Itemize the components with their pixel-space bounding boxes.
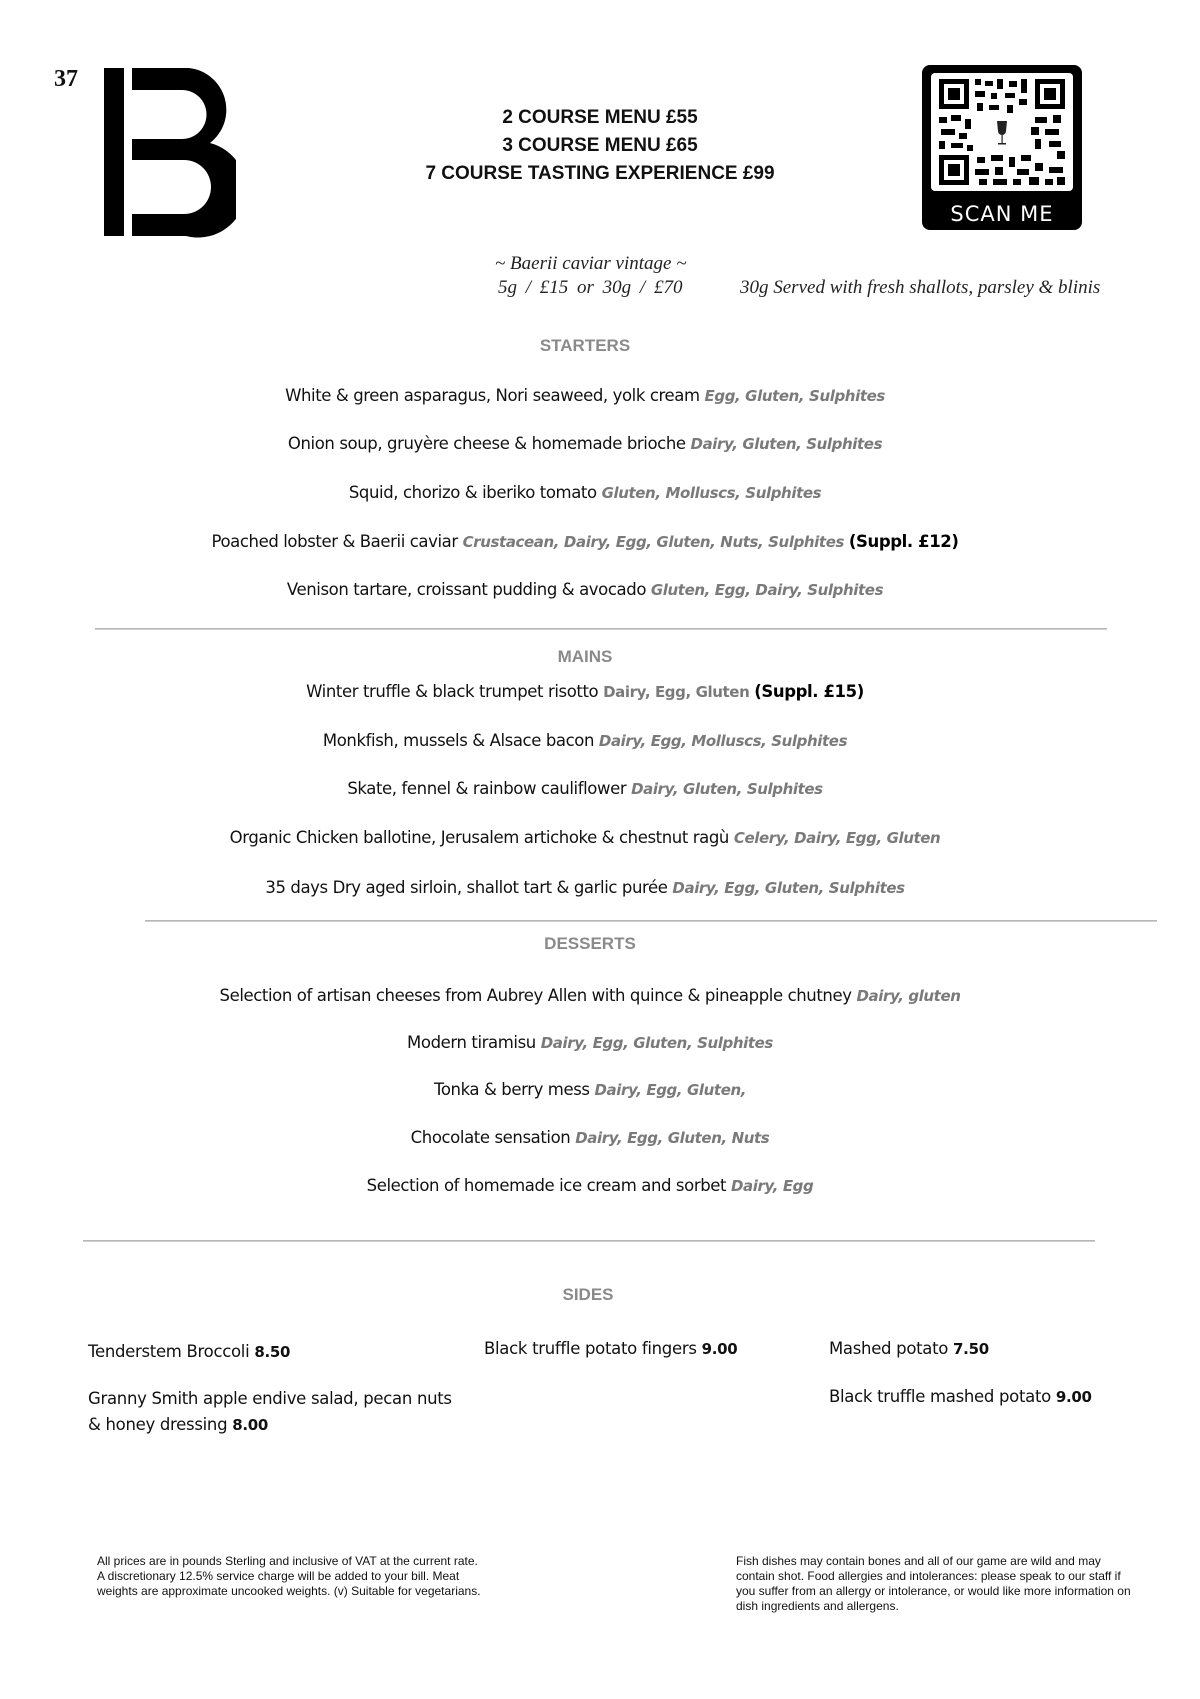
side-name: Granny Smith apple endive salad, pecan nuts [88,1389,452,1408]
side-item [829,1336,989,1362]
course-price-2: 2 COURSE MENU £55 [502,107,698,128]
dish-name: Skate, fennel & rainbow cauliflower [347,779,627,798]
dish-allergens: Dairy, gluten [856,987,961,1005]
dish-allergens: Dairy, Egg, Gluten [603,683,750,701]
desserts-heading: DESSERTS [544,934,636,953]
starter-item [0,386,1170,405]
starters-heading: STARTERS [539,336,631,355]
dish-name: Selection of homemade ice cream and sorbet [366,1176,727,1195]
dish-name: Modern tiramisu [407,1033,536,1052]
divider [83,1240,1095,1242]
qr-code-icon [931,73,1073,191]
dish-name: Tonka & berry mess [433,1080,590,1099]
side-price: 7.50 [953,1340,989,1358]
dish-allergens: Dairy, Egg, Gluten, [594,1081,747,1099]
side-item [829,1384,1092,1410]
course-prices [380,104,820,188]
dish-supplement: (Suppl. £15) [754,682,864,701]
dish-name: 35 days Dry aged sirloin, shallot tart & garlic purée [265,878,668,897]
starter-item [0,580,1170,599]
dish-allergens: Dairy, Egg, Gluten, Sulphites [540,1034,773,1052]
dish-name: Venison tartare, croissant pudding & avocado [286,580,647,599]
qr-code[interactable] [922,65,1082,230]
side-item [484,1336,737,1362]
allergy-note: Fish dishes may contain bones and all of our game are wild and may contain shot. Food allergies and intolerances: please speak to our staff if you suffer from an allergy or intolerance, or would like more information on dish ingredients and allergens. [736,1554,1131,1613]
side-name: Tenderstem Broccoli [88,1342,250,1361]
dessert-item [0,1080,1180,1099]
dish-name: Monkfish, mussels & Alsace bacon [322,731,595,750]
dish-allergens: Crustacean, Dairy, Egg, Gluten, Nuts, Sulphites [462,533,844,551]
dish-allergens: Dairy, Egg, Gluten, Sulphites [672,879,905,897]
dish-allergens: Dairy, Egg, Gluten, Nuts [575,1129,770,1147]
restaurant-logo [104,68,236,238]
side-name: Black truffle mashed potato [829,1387,1051,1406]
main-item [0,682,1170,701]
dish-allergens: Dairy, Gluten, Sulphites [631,780,823,798]
dessert-item [0,986,1180,1005]
sides-heading: SIDES [562,1285,614,1304]
divider [95,628,1107,630]
dish-allergens: Egg, Gluten, Sulphites [704,387,885,405]
dish-allergens: Dairy, Gluten, Sulphites [690,435,883,453]
caviar-title: ~ Baerii caviar vintage ~ [495,253,687,274]
dish-name: Poached lobster & Baerii caviar [211,532,458,551]
pricing-note: All prices are in pounds Sterling and inclusive of VAT at the current rate. A discretionary 12.5% service charge will be added to your bill. Meat weights are approximate uncooked weights. (v) Suitable for vegetarians. [97,1554,481,1598]
dish-allergens: Dairy, Egg [730,1177,814,1195]
course-price-7: 7 COURSE TASTING EXPERIENCE £99 [425,163,775,184]
starter-item [0,532,1170,551]
dish-supplement: (Suppl. £12) [848,532,959,551]
main-item [0,878,1170,897]
dish-name: Organic Chicken ballotine, Jerusalem artichoke & chestnut ragù [229,828,729,847]
side-item [88,1386,452,1438]
wine-glass-icon [997,121,1007,145]
dish-name: Squid, chorizo & iberiko tomato [348,483,597,502]
side-price: 9.00 [701,1340,738,1358]
dish-allergens: Gluten, Egg, Dairy, Sulphites [650,581,884,599]
divider [145,920,1157,922]
side-name-line2: & honey dressing [88,1415,228,1434]
main-item [0,731,1170,750]
dish-name: Onion soup, gruyère cheese & homemade brioche [287,434,686,453]
caviar-prices: 5g / £15 or 30g / £70 [498,277,683,298]
side-item [88,1339,290,1365]
side-price: 8.50 [254,1343,291,1361]
dessert-item [0,1128,1180,1147]
dessert-item [0,1176,1180,1195]
dish-name: Chocolate sensation [410,1128,571,1147]
starter-item [0,434,1170,453]
starter-item [0,483,1170,502]
dish-name: White & green asparagus, Nori seaweed, yolk cream [285,386,700,405]
dessert-item [0,1033,1180,1052]
side-price: 9.00 [1055,1388,1092,1406]
side-name: Black truffle potato fingers [484,1339,697,1358]
side-price: 8.00 [232,1416,269,1434]
course-price-3: 3 COURSE MENU £65 [502,135,698,156]
dish-name: Winter truffle & black trumpet risotto [306,682,599,701]
mains-heading: MAINS [557,647,613,666]
main-item [0,779,1170,798]
page-number: 37 [54,66,78,92]
dish-allergens: Dairy, Egg, Molluscs, Sulphites [598,732,848,750]
dish-name: Selection of artisan cheeses from Aubrey Allen with quince & pineapple chutney [219,986,852,1005]
dish-allergens: Gluten, Molluscs, Sulphites [601,484,822,502]
dish-allergens: Celery, Dairy, Egg, Gluten [733,829,941,847]
main-item [0,828,1170,847]
side-name: Mashed potato [829,1339,949,1358]
caviar-note: 30g Served with fresh shallots, parsley & blinis [740,277,1101,298]
scan-me-label: SCAN ME [950,202,1054,226]
